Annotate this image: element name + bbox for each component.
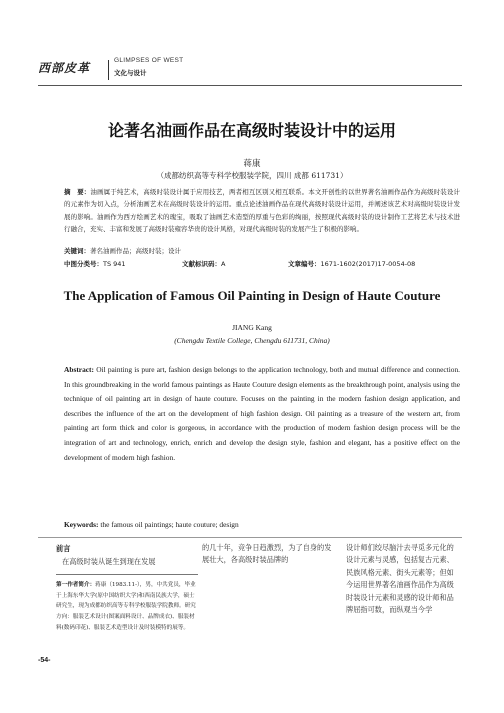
- doc-label: 文献标识码：: [182, 260, 221, 268]
- clc-value: TS 941: [103, 260, 126, 268]
- keywords-cn-text: 著名油画作品；高级时装；设计: [90, 247, 181, 255]
- author-en: JIANG Kang: [232, 323, 272, 332]
- article-number: [288, 259, 415, 268]
- abstract-cn: [64, 186, 460, 236]
- author-footnote: [56, 580, 198, 634]
- author-cn: 蒋康: [243, 159, 261, 169]
- keywords-en-text: the famous oil paintings; haute couture; design: [100, 520, 239, 529]
- section-divider: [38, 537, 462, 538]
- footnote-text: 蒋康（1983.11-），男，中共党员，毕业于上海东华大学(原中国纺织大学)和西南民族大学，硕士研究生，现为成都纺织高等专科学校服装学院教师。研究方向：服装艺术设计(图案面料设计、品牌成衣)、服装材料(数码印花)、服装艺术造型设计及时装模特的展等。: [56, 582, 196, 631]
- series-title-cn: 文化与设计: [114, 69, 147, 77]
- document-code: [182, 259, 225, 268]
- clc-number: [64, 259, 126, 268]
- doc-value: A: [221, 260, 226, 268]
- abstract-en-label: Abstract:: [64, 365, 94, 374]
- footnote-label: 第一作者简介：: [56, 582, 96, 588]
- page-number: -54-: [38, 657, 51, 664]
- header-rule: [38, 85, 462, 86]
- footnote-rule: [56, 574, 198, 575]
- header-divider: [108, 60, 109, 80]
- article-label: 文章编号：: [288, 260, 321, 268]
- abstract-en: [64, 363, 460, 465]
- affiliation-cn: （成都纺织高等专科学校服装学院，四川 成都 611731）: [156, 171, 348, 180]
- abstract-cn-text: 油画属于纯艺术，高级时装设计属于应用技艺，两者相互区别又相互联系。本文开创性的以世界著名油画作品作为高级时装设计的元素作为切入点，分析油画艺术在高级时装设计的运用。重点论述油画作品在现代高级时装设计运用，并阐述该艺术对高级时装设计发展的影响。油画作为西方绘画艺术的瑰宝，吸取了油画艺术造型的厚重与色彩的绚丽，按照现代高级时装的设计制作工艺将艺术与技术进行融合，充实、丰富和发展了高级时装雍容华贵的设计风格，对现代高级时装的发展产生了积极的影响。: [64, 188, 461, 234]
- body-col2-text: 的几十年，竞争日趋激烈，为了自身的发展壮大，各高级时装品牌的: [202, 543, 332, 565]
- body-col1-text: 在高级时装从诞生到现在发展: [62, 557, 156, 566]
- abstract-cn-label: 摘 要：: [64, 188, 91, 196]
- clc-label: 中图分类号：: [64, 260, 103, 268]
- keywords-cn: [64, 246, 181, 255]
- keywords-cn-label: 关键词：: [64, 247, 90, 255]
- paper-title-en: The Application of Famous Oil Painting in Design of Haute Couture: [63, 288, 441, 303]
- article-value: 1671-1602(2017)17-0054-08: [320, 260, 416, 268]
- series-title-en: GLIMPSES OF WEST: [114, 57, 184, 64]
- paper-title-cn: 论著名油画作品在高级时装设计中的运用: [107, 121, 396, 140]
- affiliation-en: (Chengdu Textile College, Chengdu 611731, China): [174, 336, 330, 345]
- body-col3-text: 设计师们绞尽脑汁去寻觅多元化的设计元素与灵感，包括复古元素、民族风格元素、街头元素等；但如今运用世界著名油画作品作为高级时装设计元素和灵感的设计师和品牌屈指可数，而纵观当今学: [346, 543, 454, 615]
- journal-logo: 西部皮革: [38, 61, 91, 75]
- keywords-en-label: Keywords:: [64, 520, 99, 529]
- section-heading: 前言: [56, 544, 71, 553]
- keywords-en: [64, 520, 239, 529]
- abstract-en-text: Oil painting is pure art, fashion design belongs to the application technology, both and mutual difference and connection. In this groundbreaking in the world famous paintings as Haute Couture design elements as the breakthrough point, analysis using the technique of oil painting art in design of haute couture. Focuses on the painting in the modern fashion design application, and describes the influence of the art on the development of high fashion design. Oil painting as a treasure of the western art, from painting art form thick and color is gorgeous, in accordance with the production of modern fashion design process will be the integration of art and technology, enrich, enrich and develop the design style, fashion and elegant, has a positive effect on the development of modern high fashion.: [64, 365, 460, 462]
